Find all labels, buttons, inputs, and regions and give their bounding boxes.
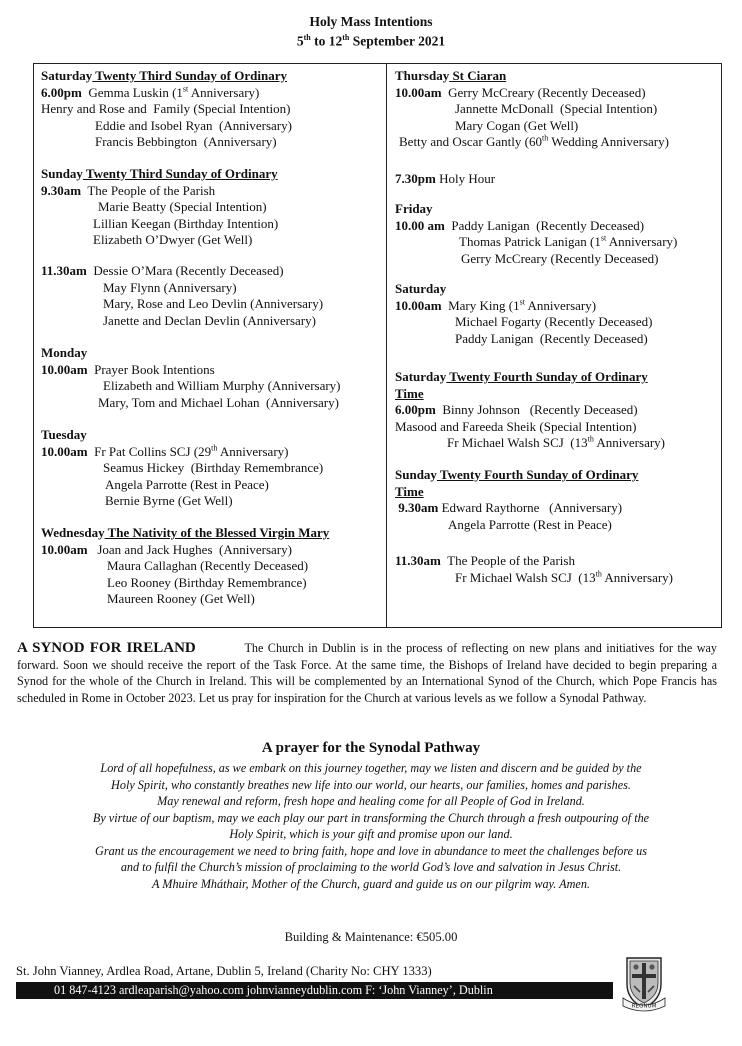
feast-title: The Nativity of the Blessed Virgin Mary bbox=[104, 525, 330, 540]
intention-line bbox=[41, 183, 385, 200]
prayer-line: Grant us the encouragement we need to bring faith, hope and love in abundance to meet the challenges before us bbox=[95, 843, 647, 858]
intention-line bbox=[395, 218, 721, 235]
intention-line bbox=[395, 101, 721, 118]
date-range: 5th to 12th September 2021 bbox=[296, 33, 446, 49]
intention-line bbox=[41, 280, 385, 297]
intention-text: Jannette McDonall (Special Intention) bbox=[455, 101, 658, 116]
day-block bbox=[395, 369, 721, 452]
intention-text: Maureen Rooney (Get Well) bbox=[107, 591, 255, 606]
intention-text: Henry and Rose and Family (Special Intention) bbox=[41, 101, 291, 116]
intention-line bbox=[395, 298, 721, 315]
prayer-line: A Mhuire Mháthair, Mother of the Church, guard and guide us on our pilgrim way. Amen. bbox=[152, 876, 590, 891]
mass-time: 10.00am bbox=[41, 443, 88, 459]
intention-line bbox=[395, 314, 721, 331]
day-heading bbox=[395, 201, 721, 218]
mass-time: 10.00am bbox=[395, 297, 442, 313]
intention-text: Masood and Fareeda Sheik (Special Intention) bbox=[395, 418, 637, 434]
intention-text: Angela Parrotte (Rest in Peace) bbox=[105, 476, 269, 492]
intention-line bbox=[41, 296, 385, 313]
intention-text: Fr Michael Walsh SCJ (13 bbox=[455, 569, 596, 585]
ordinal-suffix: th bbox=[211, 443, 218, 453]
mass-time: 9.30am bbox=[41, 182, 82, 198]
intention-line bbox=[395, 500, 721, 517]
day-heading bbox=[41, 427, 385, 444]
intention-text: Mary, Rose and Leo Devlin (Anniversary) bbox=[103, 296, 324, 311]
feast-title: Time bbox=[395, 483, 424, 499]
feast-title: Twenty Fourth Sunday of Ordinary bbox=[446, 369, 648, 384]
intention-line bbox=[41, 493, 385, 510]
intention-text: Gemma Luskin (1 bbox=[81, 84, 183, 100]
ordinal-suffix: th bbox=[595, 569, 602, 579]
intention-text: Mary, Tom and Michael Lohan (Anniversary) bbox=[98, 394, 339, 410]
intention-line bbox=[41, 85, 385, 102]
ordinal-suffix: st bbox=[182, 84, 189, 94]
intention-text: Fr Pat Collins SCJ (29 bbox=[87, 443, 212, 459]
parish-crest-icon bbox=[621, 954, 667, 1012]
intention-line bbox=[395, 251, 721, 268]
prayer-line: By virtue of our baptism, may we each play our part in transforming the Church through a fresh outpouring of the bbox=[92, 810, 650, 825]
synod-title: A SYNOD FOR IRELAND bbox=[17, 640, 196, 656]
intention-line bbox=[41, 395, 385, 412]
intention-text: The People of the Parish bbox=[440, 553, 575, 568]
day-label: Wednesday bbox=[41, 525, 105, 540]
intention-text-suffix: Anniversary) bbox=[606, 234, 678, 249]
intention-text: Paddy Lanigan (Recently Deceased) bbox=[444, 217, 645, 233]
mass-time: 6.00pm bbox=[395, 402, 436, 417]
day-block bbox=[41, 68, 385, 151]
intention-line bbox=[41, 591, 385, 608]
day-label: Sunday bbox=[41, 166, 83, 181]
feast-title: St Ciaran bbox=[449, 68, 507, 83]
building-maintenance: Building & Maintenance: €505.00 bbox=[284, 930, 458, 944]
intention-text: Maura Callaghan (Recently Deceased) bbox=[107, 558, 309, 573]
schedule-right-column bbox=[387, 64, 721, 627]
feast-title: Twenty Third Sunday of Ordinary bbox=[92, 68, 287, 83]
mass-time: 7.30pm bbox=[395, 171, 436, 186]
intention-line bbox=[41, 263, 385, 280]
intention-line bbox=[395, 435, 721, 452]
intention-line bbox=[41, 542, 385, 559]
day-block bbox=[395, 68, 721, 151]
intention-text: Elizabeth and William Murphy (Anniversary) bbox=[103, 378, 341, 393]
intention-text: Marie Beatty (Special Intention) bbox=[98, 199, 267, 214]
intention-text: Leo Rooney (Birthday Remembrance) bbox=[107, 574, 307, 590]
synod-body: The Church in Dublin is in the process of reflecting on new plans and initiatives for the way forward. Soon we should receive the report of the Task Force. At the same time, the Bishops of Ireland have decided to begin preparing a Synod for the whole of the Church in Ireland. This will be complemented by an International Synod of the Church, which Pope Francis has scheduled in Rome in October 2023. Let us pray for inspiration for the Church at various levels as we follow a Synodal Pathway. bbox=[17, 641, 718, 705]
mass-time: 11.30am bbox=[41, 263, 87, 278]
day-block bbox=[395, 467, 721, 533]
intention-text: Betty and Oscar Gantly (60 bbox=[399, 134, 542, 149]
intention-line bbox=[41, 575, 385, 592]
intention-line bbox=[395, 331, 721, 348]
intention-text: Thomas Patrick Lanigan (1 bbox=[459, 234, 601, 249]
intention-line bbox=[41, 378, 385, 395]
intention-line bbox=[41, 232, 385, 249]
day-heading bbox=[41, 345, 385, 362]
intention-text: Bernie Byrne (Get Well) bbox=[105, 493, 233, 508]
mass-time: 11.30am bbox=[395, 553, 441, 568]
intention-text: Mary Cogan (Get Well) bbox=[455, 117, 579, 133]
mass-time: 9.30am bbox=[395, 500, 439, 515]
page-header bbox=[0, 14, 742, 50]
intention-text: Lillian Keegan (Birthday Intention) bbox=[93, 215, 279, 231]
intention-text: Seamus Hickey (Birthday Remembrance) bbox=[103, 460, 324, 475]
intention-text: Dessie O’Mara (Recently Deceased) bbox=[86, 263, 284, 278]
intention-line bbox=[395, 85, 721, 102]
intention-text: Angela Parrotte (Rest in Peace) bbox=[448, 516, 612, 532]
day-heading bbox=[41, 525, 385, 542]
intention-line bbox=[395, 134, 721, 151]
parish-address: St. John Vianney, Ardlea Road, Artane, Dublin 5, Ireland (Charity No: CHY 1333) bbox=[16, 964, 432, 978]
day-block bbox=[41, 345, 385, 411]
day-label: Friday bbox=[395, 201, 433, 216]
prayer-title: A prayer for the Synodal Pathway bbox=[261, 740, 481, 756]
day-block bbox=[395, 201, 721, 267]
intention-text: The People of the Parish bbox=[81, 182, 216, 198]
intention-text: Gerry McCreary (Recently Deceased) bbox=[441, 84, 646, 100]
day-label: Saturday bbox=[41, 68, 93, 83]
intention-line bbox=[41, 444, 385, 461]
intention-text-suffix: Wedding Anniversary) bbox=[548, 134, 669, 149]
intention-text-suffix: Anniversary) bbox=[524, 297, 597, 313]
day-heading bbox=[41, 68, 385, 85]
ordinal-suffix: th bbox=[541, 133, 549, 143]
mass-time: 10.00am bbox=[41, 361, 88, 377]
intention-text: Elizabeth O’Dwyer (Get Well) bbox=[93, 232, 253, 247]
intention-text: Francis Bebbington (Anniversary) bbox=[95, 134, 277, 149]
ordinal-suffix: st bbox=[600, 233, 607, 243]
day-block bbox=[395, 553, 721, 586]
intention-line bbox=[41, 460, 385, 477]
intention-text: Eddie and Isobel Ryan (Anniversary) bbox=[95, 117, 292, 133]
feast-title: Time bbox=[395, 385, 424, 401]
day-label: Tuesday bbox=[41, 427, 87, 442]
contact-bar: 01 847-4123 ardleaparish@yahoo.com johnvianneydublin.com F: ‘John Vianney’, Dublin bbox=[16, 982, 613, 999]
intention-text: May Flynn (Anniversary) bbox=[103, 279, 237, 295]
intention-text: Holy Hour bbox=[435, 171, 496, 186]
feast-title: Twenty Fourth Sunday of Ordinary bbox=[436, 467, 639, 482]
crest-motto: REGNUM bbox=[631, 1003, 657, 1010]
day-block bbox=[395, 171, 721, 188]
schedule-left-column bbox=[34, 64, 386, 627]
prayer-line: May renewal and reform, fresh hope and healing come for all People of God in Ireland. bbox=[157, 794, 585, 808]
intention-text: Janette and Declan Devlin (Anniversary) bbox=[103, 312, 316, 328]
day-heading bbox=[395, 467, 721, 484]
page-title: Holy Mass Intentions bbox=[309, 14, 433, 29]
ordinal-suffix: st bbox=[519, 297, 525, 307]
ordinal-suffix: th bbox=[587, 434, 594, 444]
intention-line bbox=[41, 134, 385, 151]
intention-line bbox=[395, 553, 721, 570]
day-heading bbox=[395, 281, 721, 298]
intention-line bbox=[395, 517, 721, 534]
day-block bbox=[395, 281, 721, 347]
day-label: Thursday bbox=[395, 68, 450, 83]
mass-time: 10.00am bbox=[395, 84, 442, 100]
intention-line bbox=[395, 118, 721, 135]
intention-line bbox=[395, 570, 721, 587]
day-label: Monday bbox=[41, 345, 88, 360]
intention-line bbox=[41, 101, 385, 118]
intention-line bbox=[395, 234, 721, 251]
day-block bbox=[41, 525, 385, 608]
intention-text: Binny Johnson (Recently Deceased) bbox=[435, 402, 638, 417]
day-label: Saturday bbox=[395, 281, 447, 296]
day-heading bbox=[395, 369, 721, 386]
intention-line bbox=[41, 199, 385, 216]
intention-line bbox=[41, 558, 385, 575]
intention-text-suffix: Anniversary) bbox=[593, 435, 665, 450]
day-heading bbox=[395, 68, 721, 85]
intention-text: Edward Raythorne (Anniversary) bbox=[438, 500, 623, 515]
prayer-line: Holy Spirit, who constantly breathes new life into our world, our hearts, our families, homes and parishes. bbox=[111, 777, 631, 792]
day-label: Sunday bbox=[395, 467, 437, 482]
intention-text-suffix: Anniversary) bbox=[188, 84, 260, 100]
day-block bbox=[41, 263, 385, 329]
mass-time: 10.00am bbox=[41, 541, 88, 557]
intention-text: Fr Michael Walsh SCJ (13 bbox=[447, 435, 588, 450]
intention-text: Gerry McCreary (Recently Deceased) bbox=[461, 250, 659, 266]
synod-section bbox=[17, 640, 717, 706]
mass-time: 10.00 am bbox=[395, 217, 445, 233]
intention-line bbox=[395, 419, 721, 436]
intention-line bbox=[41, 477, 385, 494]
prayer-line: and to fulfil the Church’s mission of proclaiming to the world God’s love and salvation in Jesus Christ. bbox=[120, 860, 622, 874]
day-heading-continued bbox=[395, 386, 721, 403]
intention-line bbox=[395, 171, 721, 188]
prayer-text bbox=[18, 760, 724, 892]
intention-line bbox=[41, 362, 385, 379]
intention-text: Prayer Book Intentions bbox=[87, 361, 215, 377]
intention-text: Paddy Lanigan (Recently Deceased) bbox=[455, 330, 648, 346]
intention-text: Michael Fogarty (Recently Deceased) bbox=[455, 314, 653, 329]
day-label: Saturday bbox=[395, 369, 447, 384]
mass-time: 6.00pm bbox=[41, 84, 82, 100]
intention-line bbox=[41, 313, 385, 330]
intention-line bbox=[41, 216, 385, 233]
intention-line bbox=[41, 118, 385, 135]
prayer-line: Lord of all hopefulness, as we embark on this journey together, may we listen and discern and be guided by the bbox=[100, 761, 642, 775]
intention-text: Joan and Jack Hughes (Anniversary) bbox=[87, 541, 292, 557]
mass-schedule-table bbox=[33, 63, 722, 628]
intention-line bbox=[395, 402, 721, 419]
intention-text-suffix: Anniversary) bbox=[217, 443, 289, 459]
day-block bbox=[41, 166, 385, 249]
prayer-line: Holy Spirit, which is your gift and promise upon our land. bbox=[229, 827, 513, 841]
day-block bbox=[41, 427, 385, 510]
day-heading-continued bbox=[395, 484, 721, 501]
intention-text-suffix: Anniversary) bbox=[601, 569, 673, 585]
day-heading bbox=[41, 166, 385, 183]
feast-title: Twenty Third Sunday of Ordinary bbox=[82, 166, 278, 181]
intention-text: Mary King (1 bbox=[441, 297, 520, 313]
